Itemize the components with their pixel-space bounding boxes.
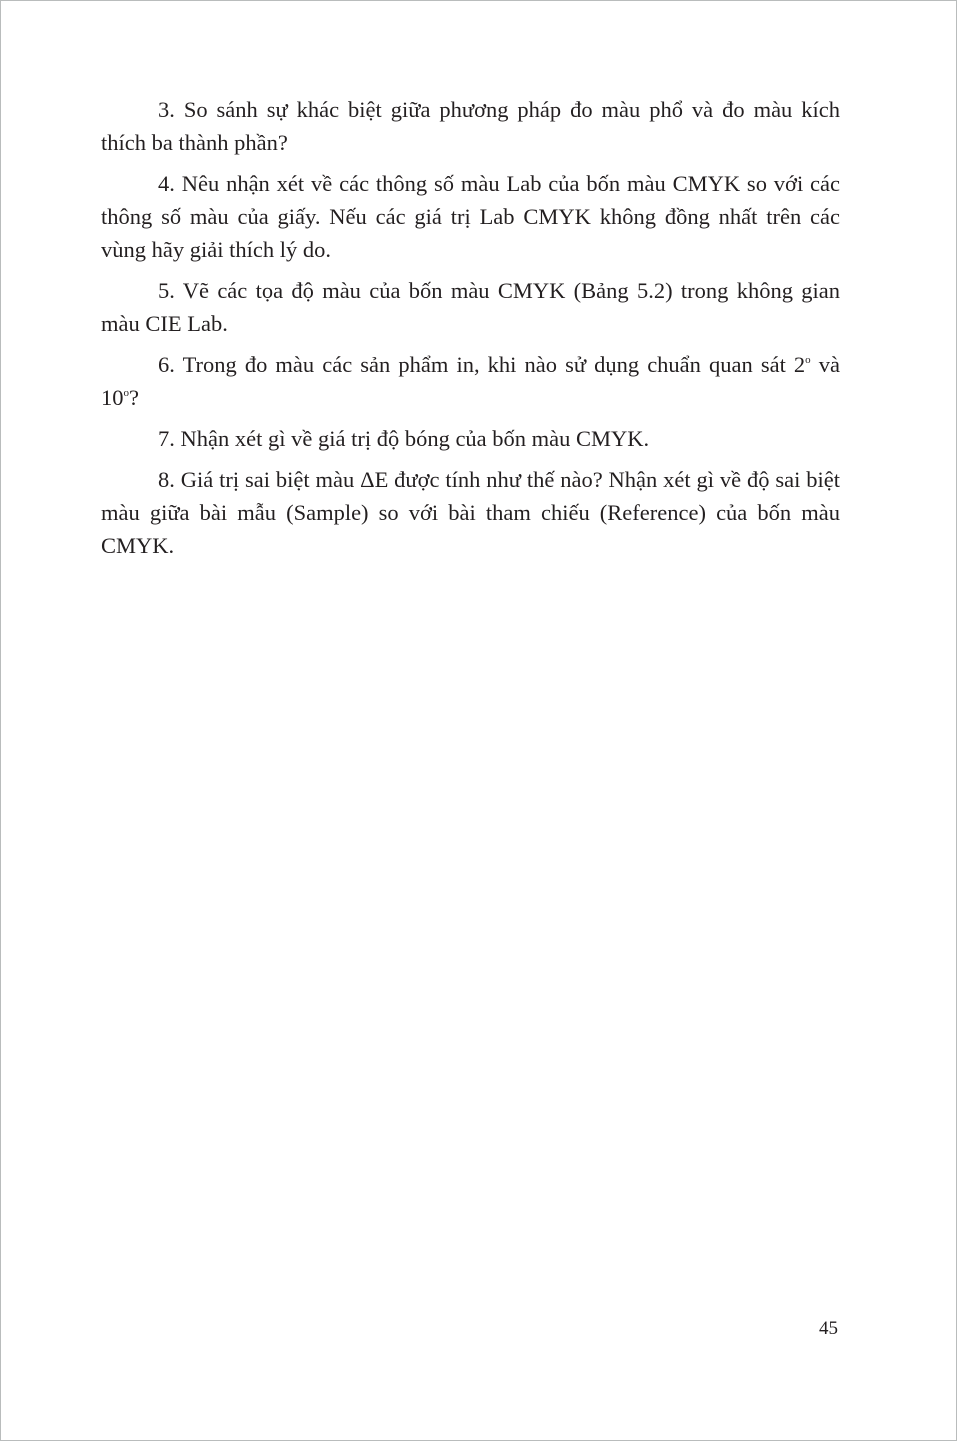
page-number: 45 (819, 1318, 838, 1339)
question-number: 4. (158, 171, 175, 196)
question-7 (101, 422, 840, 455)
question-text: Vẽ các tọa độ màu của bốn màu CMYK (Bảng 5.2) trong không gian màu CIE Lab. (101, 278, 840, 336)
degree-superscript: o (123, 387, 129, 399)
question-number: 5. (158, 278, 175, 303)
question-text-part: ? (129, 385, 139, 410)
question-6 (101, 348, 840, 414)
question-4 (101, 167, 840, 266)
question-list (101, 93, 840, 570)
question-text-part: Trong đo màu các sản phẩm in, khi nào sử dụng chuẩn quan sát 2 (182, 352, 806, 377)
question-3 (101, 93, 840, 159)
question-text: Nhận xét gì về giá trị độ bóng của bốn màu CMYK. (180, 426, 650, 451)
question-8 (101, 463, 840, 562)
question-number: 8. (158, 467, 175, 492)
question-number: 6. (158, 352, 175, 377)
question-text: So sánh sự khác biệt giữa phương pháp đo màu phổ và đo màu kích thích ba thành phần? (101, 97, 840, 155)
question-5 (101, 274, 840, 340)
degree-superscript: o (805, 354, 811, 366)
question-text-part: và 10 (101, 352, 840, 410)
question-number: 7. (158, 426, 175, 451)
question-number: 3. (158, 97, 175, 122)
question-text: Giá trị sai biệt màu ΔE được tính như thế nào? Nhận xét gì về độ sai biệt màu giữa bài mẫu (Sample) so với bài tham chiếu (Reference) của bốn màu CMYK. (101, 467, 841, 558)
question-text: Nêu nhận xét về các thông số màu Lab của bốn màu CMYK so với các thông số màu của giấy. Nếu các giá trị Lab CMYK không đồng nhất trên các vùng hãy giải thích lý do. (101, 171, 841, 262)
